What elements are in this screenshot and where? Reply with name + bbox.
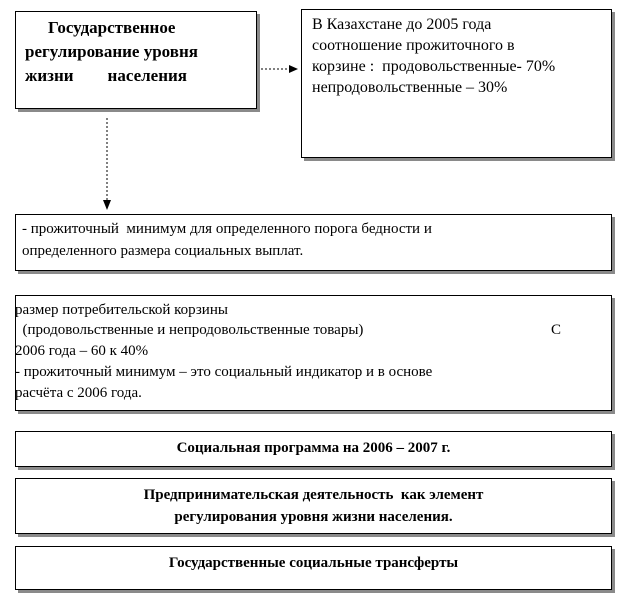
gov-regulation-line-2: регулирование уровня [25,42,198,61]
connector-to-minimum [103,118,111,210]
kazakhstan-line-3: корзине : продовольственные- 70% [312,58,556,75]
basket-line-2: (продовольственные и непродовольственные товары) [15,322,364,338]
connector-to-kazakhstan [257,65,298,73]
transfers-label: Государственные социальные трансферты [168,555,459,571]
basket-line-2-tail: С [551,322,562,338]
entrepreneurship-line-1: Предпринимательская деятельность как элемент [143,487,484,503]
kazakhstan-line-4: непродовольственные – 30% [312,79,508,96]
program-label: Социальная программа на 2006 – 2007 г. [176,440,451,456]
minimum-line-2: определенного размера социальных выплат. [22,243,304,259]
gov-regulation-line-3: жизни населения [25,66,188,85]
basket-line-1: размер потребительской корзины [15,302,228,318]
gov-regulation-line-1: Государственное [48,18,176,37]
kazakhstan-line-1: В Казахстане до 2005 года [312,16,492,33]
entrepreneurship-line-2: регулирования уровня жизни населения. [174,509,453,525]
minimum-line-1: - прожиточный минимум для определенного порога бедности и [22,221,432,237]
basket-line-3: 2006 года – 60 к 40% [15,343,149,359]
kazakhstan-line-2: соотношение прожиточного в [312,37,515,54]
basket-line-4: - прожиточный минимум – это социальный индикатор и в основе [15,364,433,380]
basket-line-5: расчёта с 2006 года. [15,385,142,401]
